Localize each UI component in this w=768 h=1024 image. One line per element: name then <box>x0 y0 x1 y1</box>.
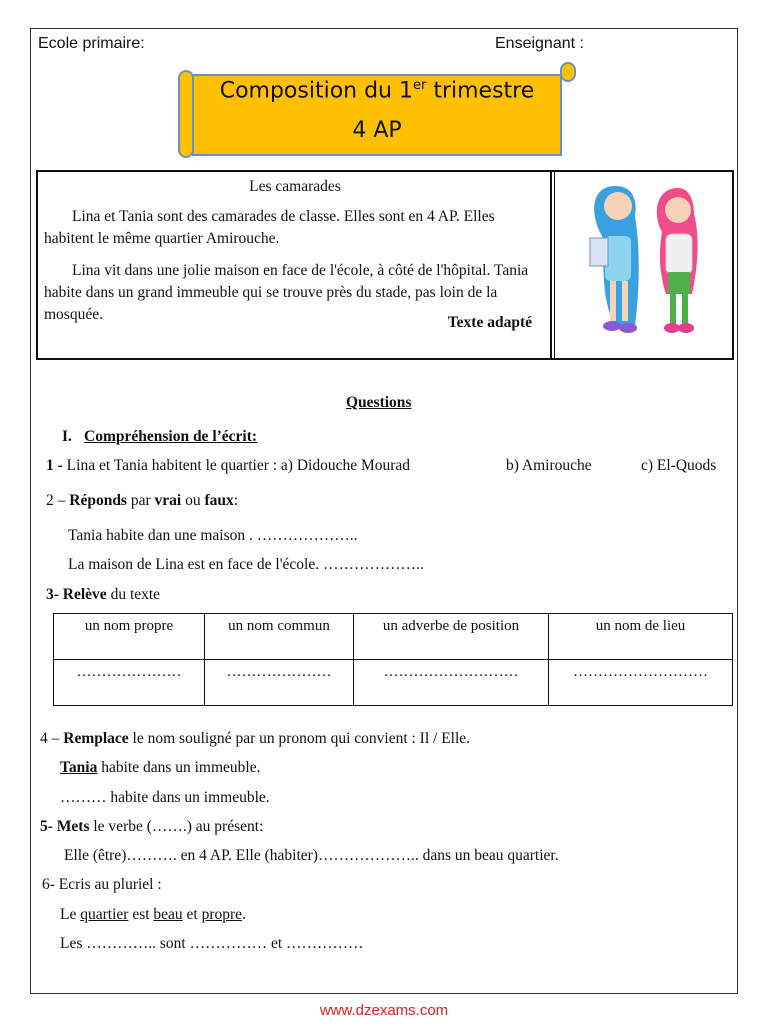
box-divider-inner <box>554 172 555 358</box>
question-1: 1 - Lina et Tania habitent le quartier : a) Didouche Mourad <box>46 457 411 474</box>
passage-title: Les camarades <box>249 178 341 195</box>
table-blank-cell: ……………………… <box>354 660 549 706</box>
table-header-cell: un nom commun <box>205 614 354 660</box>
table-header-cell: un adverbe de position <box>354 614 549 660</box>
passage-text <box>44 176 546 331</box>
enseignant-label: Enseignant : <box>495 35 584 52</box>
question-4: 4 – Remplace le nom souligné par un pronom qui convient : Il / Elle. <box>40 730 471 747</box>
releve-table <box>53 613 733 706</box>
question-5: 5- Mets le verbe (…….) au présent: <box>40 818 264 835</box>
table-header-cell: un nom propre <box>54 614 205 660</box>
question-3: 3- Relève du texte <box>46 586 161 603</box>
question-4-example: Tania habite dans un immeuble. <box>60 759 261 776</box>
passage-box <box>36 170 734 360</box>
title-banner <box>178 70 576 158</box>
banner-level: 4 AP <box>352 118 402 143</box>
footer-site-link[interactable]: www.dzexams.com <box>319 1002 449 1019</box>
banner-title: Composition du 1er trimestre <box>219 78 535 104</box>
passage-paragraph-2: Lina vit dans une jolie maison en face de l'école, à côté de l'hôpital. Tania habite dans un grand immeuble qui se trouve près du stade, pas loin de la mosquée. <box>44 262 529 323</box>
table-blank-cell: ………………… <box>205 660 354 706</box>
two-girls-illustration <box>560 176 730 356</box>
table-row <box>54 660 733 706</box>
question-6-sentence: Le quartier est beau et propre. <box>60 906 246 923</box>
table-blank-cell: ……………………… <box>549 660 733 706</box>
box-divider <box>550 172 552 358</box>
section-1-number: I. <box>62 428 72 445</box>
question-4-answer: ……… habite dans un immeuble. <box>60 789 270 806</box>
section-1-title: Compréhension de l’écrit: <box>84 428 258 445</box>
passage-source: Texte adapté <box>447 314 532 331</box>
question-1-option-b: b) Amirouche <box>506 457 592 474</box>
table-blank-cell: ………………… <box>54 660 205 706</box>
passage-paragraph-1: Lina et Tania sont des camarades de classe. Elles sont en 4 AP. Elles habitent le même quartier Amirouche. <box>44 208 495 247</box>
table-header-cell: un nom de lieu <box>549 614 733 660</box>
question-2: 2 – Réponds par vrai ou faux: <box>46 492 239 509</box>
question-6-answer: Les ………….. sont …………… et …………… <box>60 935 364 952</box>
question-2-line-1: Tania habite dan une maison . ……………….. <box>68 527 358 544</box>
ecole-label: Ecole primaire: <box>38 35 145 52</box>
question-2-line-2: La maison de Lina est en face de l'école. ……………….. <box>68 556 424 573</box>
question-6: 6- Ecris au pluriel : <box>42 876 162 893</box>
question-5-line: Elle (être)………. en 4 AP. Elle (habiter)……………….. dans un beau quartier. <box>64 847 559 864</box>
questions-heading: Questions <box>346 394 412 411</box>
question-1-option-c: c) El-Quods <box>641 457 717 474</box>
table-row <box>54 614 733 660</box>
